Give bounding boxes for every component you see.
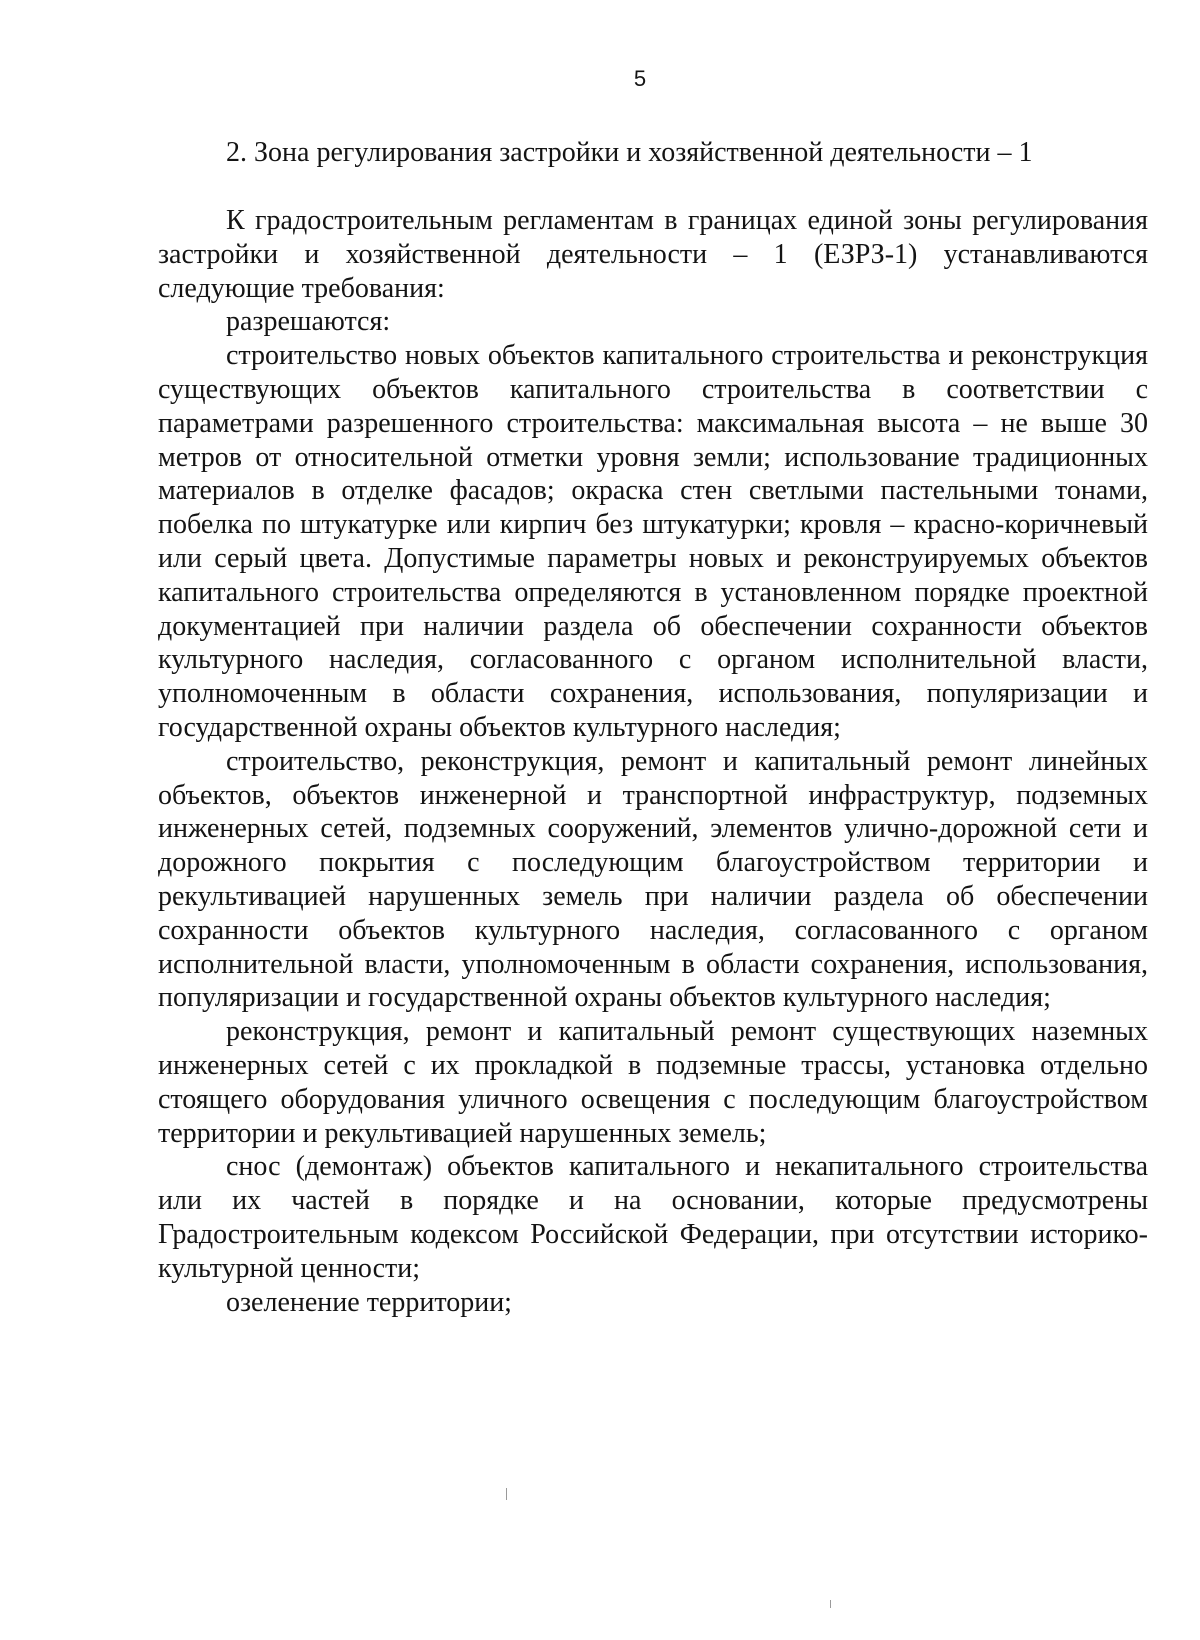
paragraph-intro: К градостроительным регламентам в границах единой зоны регулирования застройки и хозяйственной деятельности – 1 (ЕЗРЗ-1) устанавливаются следующие требования:: [158, 205, 1148, 304]
page-number: 5: [633, 66, 647, 91]
paragraph-new-construction: строительство новых объектов капитального строительства и реконструкция существующих объектов капитального строительства в соответствии с параметрами разрешенного строительства: максимальная высота – не выше 30 метров от относительной отметки уровня земли; использование традиционных материалов в отделке фасадов; окраска стен светлыми пастельными тонами, побелка по штукатурке или кирпич без штукатурки; кровля – красно-коричневый или серый цвета. Допустимые параметры новых и реконструируемых объектов капитального строительства определяются в установленном порядке проектной документацией при наличии раздела об обеспечении сохранности объектов культурного наследия, согласованного с органом исполнительной власти, уполномоченным в области сохранения, использования, популяризации и государственной охраны объектов культурного наследия;: [158, 340, 1148, 743]
paragraph-ground-networks: реконструкция, ремонт и капитальный ремонт существующих наземных инженерных сетей с их прокладкой в подземные трассы, установка отдельно стоящего оборудования уличного освещения с последующим благоустройством территории и рекультивацией нарушенных земель;: [158, 1016, 1148, 1149]
paragraph-demolition: снос (демонтаж) объектов капитального и некапитального строительства или их частей в порядке и на основании, которые предусмотрены Градостроительным кодексом Российской Федерации, при отсутствии историко-культурной ценности;: [158, 1151, 1148, 1284]
paragraph-linear-objects: строительство, реконструкция, ремонт и капитальный ремонт линейных объектов, объектов инженерной и транспортной инфраструктур, подземных инженерных сетей, подземных сооружений, элементов улично-дорожной сети и дорожного покрытия с последующим благоустройством территории и рекультивацией нарушенных земель при наличии раздела об обеспечении сохранности объектов культурного наследия, согласованного с органом исполнительной власти, уполномоченным в области сохранения, использования, популяризации и государственной охраны объектов культурного наследия;: [158, 745, 1148, 1014]
scan-speck: [830, 1600, 831, 1608]
paragraph-greening: озеленение территории;: [226, 1286, 512, 1318]
document-body: [158, 204, 1148, 1319]
section-heading: 2. Зона регулирования застройки и хозяйственной деятельности – 1: [226, 137, 1033, 168]
paragraph-allowed-header: разрешаются:: [226, 306, 391, 338]
scan-speck: [506, 1488, 507, 1500]
